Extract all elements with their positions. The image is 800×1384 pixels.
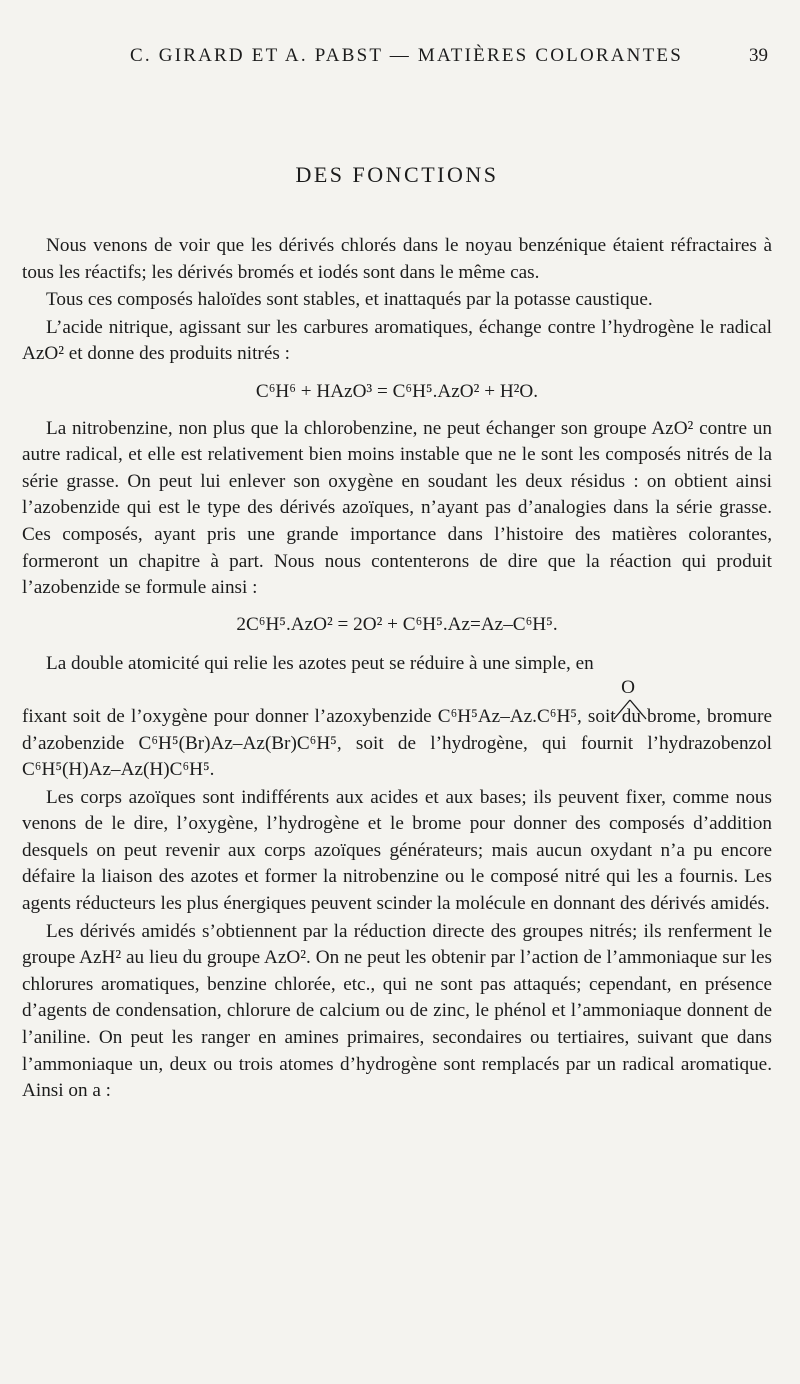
oxygen-bridge-label: O [621,676,635,698]
paragraph: Tous ces composés haloïdes sont stables, et inattaqués par la potasse caustique. [46,289,653,311]
page-header [22,45,772,73]
body-text [22,233,772,1105]
azoxy-bridge [22,678,772,722]
chemical-equation: 2C⁶H⁵.AzO² = 2O² + C⁶H⁵.Az=Az–C⁶H⁵. [236,613,558,635]
chemical-equation: C⁶H⁶ + HAzO³ = C⁶H⁵.AzO² + H²O. [255,380,539,402]
paragraph: Nous venons de voir que les dérivés chlorés dans le noyau benzénique étaient réfractaires à tous les réactifs; les dérivés bromés et iodés sont dans le même cas. [22,235,772,283]
page-number: 39 [749,45,768,66]
bridge-lines-icon [610,698,650,720]
paragraph: La nitrobenzine, non plus que la chlorobenzine, ne peut échanger son groupe AzO² contre un autre radical, et elle est relativement bien moins instable que ne le sont les composés nitrés de la série grasse. On peut lui enlever son oxygène en soudant les deux résidus : on obtient ainsi l’azobenzide qui est le type des dérivés azoïques, n’ayant pas d’analogies dans la série grasse. Ces composés, ayant pris une grande importance dans l’histoire des matières colorantes, formeront un chapitre à part. Nous nous contenterons de dire que la réaction qui produit l’azobenzide se formule ainsi : [22,417,772,599]
section-title: DES FONCTIONS [295,162,499,187]
paragraph: Les dérivés amidés s’obtiennent par la réduction directe des groupes nitrés; ils renferment le groupe AzH² au lieu du groupe AzO². On ne peut les obtenir par l’action de l’ammoniaque sur les chlorures aromatiques, benzine chlorée, etc., qui ne sont pas attaqués; cependant, en présence d’agents de condensation, chlorure de calcium ou de zinc, le phénol et l’ammoniaque donnent de l’aniline. On peut les ranger en amines primaires, secondaires ou tertiaires, suivant que dans l’ammoniaque un, deux ou trois atomes d’hydrogène sont remplacés par un radical aromatique. Ainsi on a : [22,920,772,1102]
paragraph: La double atomicité qui relie les azotes peut se réduire à une simple, en [46,653,594,675]
document-page [22,0,772,1384]
paragraph: L’acide nitrique, agissant sur les carbures aromatiques, échange contre l’hydrogène le radical AzO² et donne des produits nitrés : [22,316,772,365]
paragraph: Les corps azoïques sont indifférents aux acides et aux bases; ils peuvent fixer, comme nous venons de le dire, l’oxygène, l’hydrogène et le brome pour donner des composés d’addition desquels on peut revenir aux corps azoïques générateurs; mais aucun oxydant n’a pu encore défaire la liaison des azotes et former la nitrobenzine ou le composé nitré qui les a fournis. Les agents réducteurs les plus énergiques peuvent scinder la molécule en donnant des dérivés amidés. [22,786,772,915]
running-title: C. GIRARD ET A. PABST — MATIÈRES COLORANTES [130,45,683,66]
paragraph-continuation: fixant soit de l’oxygène pour donner l’azoxybenzide C⁶H⁵Az–Az.C⁶H⁵, soit du brome, bromure d’azobenzide C⁶H⁵(Br)Az–Az(Br)C⁶H⁵, soit de l’hydrogène, qui fournit l’hydrazobenzol C⁶H⁵(H)Az–Az(H)C⁶H⁵. [22,705,772,781]
